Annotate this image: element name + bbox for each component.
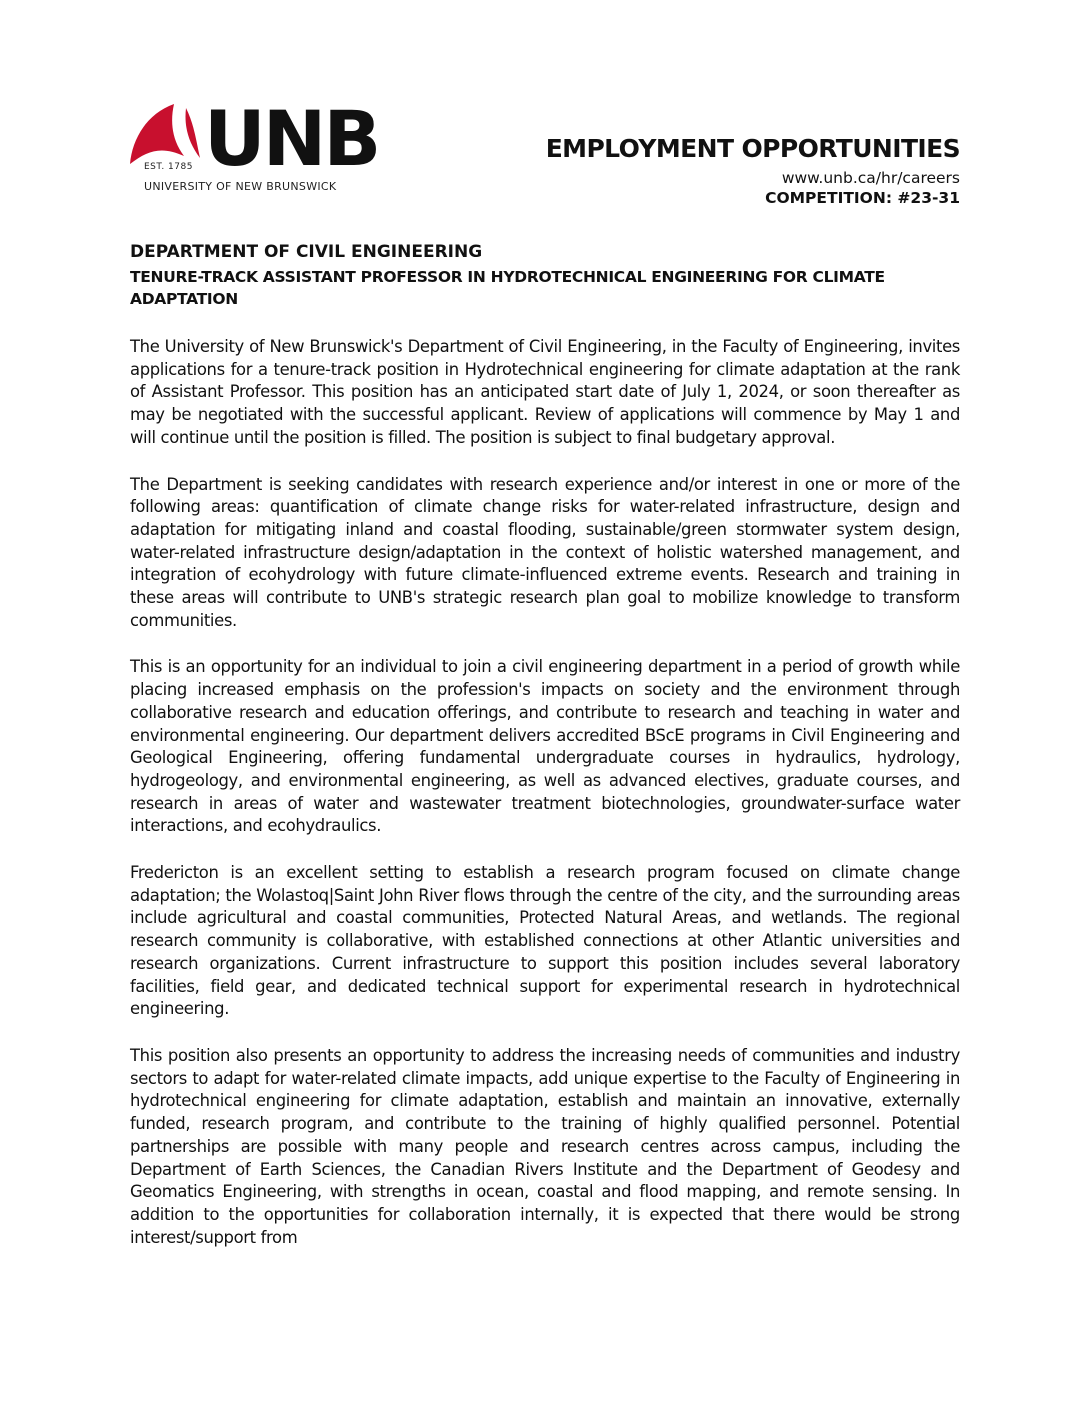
- paragraph-fredericton: Fredericton is an excellent setting to establish a research program focused on climate change adaptation; the Wolastoq|Saint John River flows through the centre of the city, and the surrounding areas include agricultural and coastal communities, Protected Natural Areas, and wetlands. The regional research community is collaborative, with established connections at other Atlantic universities and research organizations. Current infrastructure to support this position includes several laboratory facilities, field gear, and dedicated technical support for experimental research in hydrotechnical engineering.: [130, 863, 960, 1019]
- page-title: EMPLOYMENT OPPORTUNITIES: [545, 134, 960, 163]
- logo-letters: UNB: [204, 94, 379, 183]
- paragraph-research-areas: The Department is seeking candidates with research experience and/or interest in one or more of the following areas: quantification of climate change risks for water-related infrastructure, design and adaptation for mitigating inland and coastal flooding, sustainable/green stormwater system design, water-related infrastructure design/adaptation in the context of holistic watershed management, and integration of ecohydrology with future climate-influenced extreme events. Research and training in these areas will contribute to UNB's strategic research plan goal to mobilize knowledge to transform communities.: [130, 474, 960, 630]
- department-heading: DEPARTMENT OF CIVIL ENGINEERING: [130, 242, 483, 262]
- careers-url: www.unb.ca/hr/careers: [781, 169, 960, 187]
- posting-body: [130, 242, 960, 1249]
- logo-university-name: UNIVERSITY OF NEW BRUNSWICK: [144, 180, 337, 193]
- position-title: TENURE-TRACK ASSISTANT PROFESSOR IN HYDROTECHNICAL ENGINEERING FOR CLIMATE ADAPTATION: [130, 268, 885, 308]
- competition-number: COMPETITION: #23-31: [765, 189, 960, 207]
- paragraph-intro: The University of New Brunswick's Department of Civil Engineering, in the Faculty of Engineering, invites applications for a tenure-track position in Hydrotechnical engineering for climate adaptation at the rank of Assistant Professor. This position has an anticipated start date of July 1, 2024, or soon thereafter as may be negotiated with the successful applicant. Review of applications will commence by May 1 and will continue until the position is filled. The position is subject to final budgetary approval.: [130, 337, 960, 447]
- logo-est: EST. 1785: [144, 162, 193, 172]
- paragraph-partnerships: This position also presents an opportunity to address the increasing needs of communities and industry sectors to adapt for water-related climate impacts, add unique expertise to the Faculty of Engineering in hydrotechnical engineering for climate adaptation, establish and maintain an innovative, externally funded, research program, and contribute to the training of highly qualified personnel. Potential partnerships are possible with many people and research centres across campus, including the Department of Earth Sciences, the Canadian Rivers Institute and the Department of Geodesy and Geomatics Engineering, with strengths in ocean, coastal and flood mapping, and remote sensing. In addition to the opportunities for collaboration internally, it is expected that there would be strong interest/support from: [130, 1045, 960, 1247]
- unb-logo: [128, 94, 379, 200]
- header: [546, 134, 960, 207]
- sail-icon: [128, 100, 208, 170]
- paragraph-opportunity: This is an opportunity for an individual to join a civil engineering department in a period of growth while placing increased emphasis on the profession's impacts on society and the environment through collaborative research and education offerings, and contribute to research and teaching in water and environmental engineering. Our department delivers accredited BScE programs in Civil Engineering and Geological Engineering, offering fundamental undergraduate courses in hydraulics, hydrology, hydrogeology, and environmental engineering, as well as advanced electives, graduate courses, and research in areas of water and wastewater treatment biotechnologies, groundwater-surface water interactions, and ecohydraulics.: [130, 657, 960, 836]
